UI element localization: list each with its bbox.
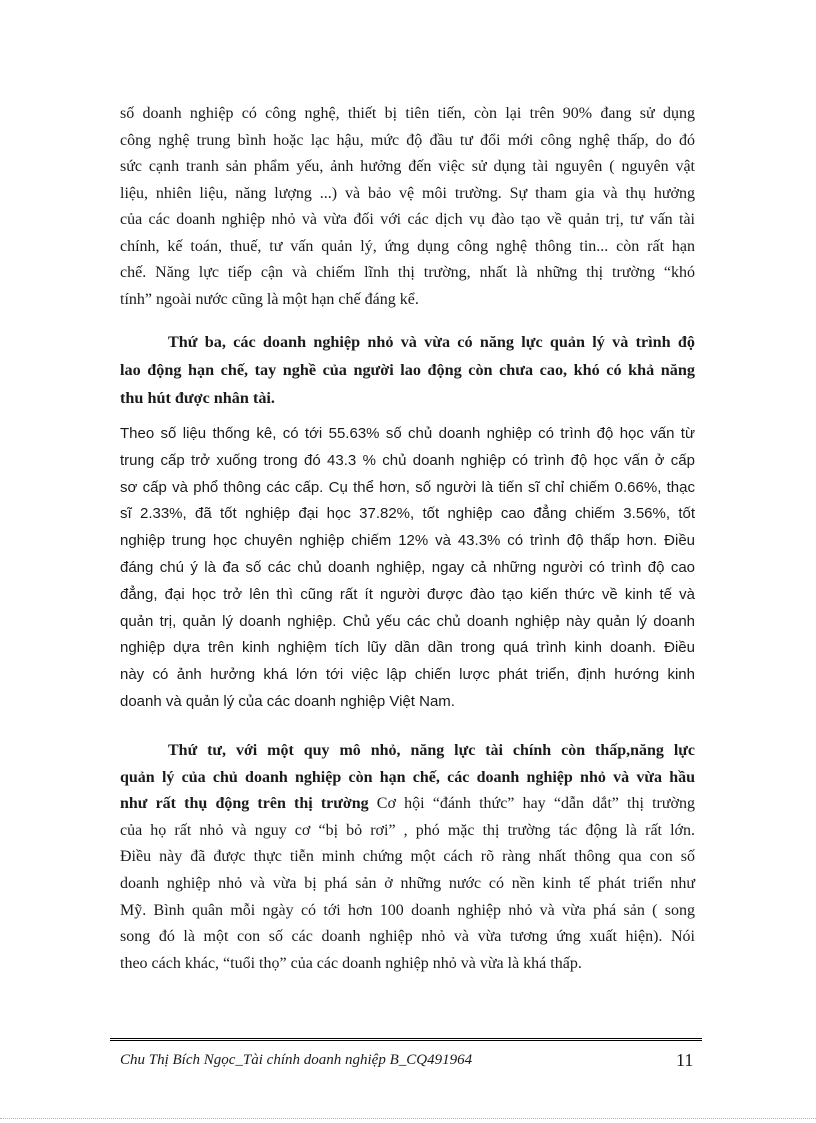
- text-line: quản trị, quản lý doanh nghiệp. Chủ yếu các chủ doanh nghiệp này quản lý doanh: [120, 612, 695, 630]
- text-line: lao động hạn chế, tay nghề của người lao động còn chưa cao, khó có khả năng: [120, 361, 695, 379]
- text-line-mixed: [120, 791, 695, 818]
- text-line: tính” ngoài nước cũng là một hạn chế đáng kể.: [120, 290, 419, 308]
- text-line: này có ảnh hưởng khá lớn tới việc lập chiến lược phát triển, định hướng kinh: [120, 666, 695, 684]
- text-line: chế. Năng lực tiếp cận và chiếm lĩnh thị trường, nhất là những thị trường “khó: [120, 264, 695, 281]
- text-line: của các doanh nghiệp nhỏ và vừa đối với các dịch vụ đào tạo về quản trị, tư vấn tài: [120, 211, 695, 228]
- paragraph-fourth: [120, 738, 695, 977]
- text-line: thu hút được nhân tài.: [120, 389, 275, 407]
- text-line: doanh nghiệp nhỏ và vừa bị phá sản ở những nước có nền kinh tế phát triển như: [120, 874, 695, 892]
- text-line: số doanh nghiệp có công nghệ, thiết bị tiên tiến, còn lại trên 90% đang sử dụng: [120, 105, 695, 122]
- text-line: nghiệp trung học chuyên nghiệp chiếm 12% và 43.3% có trình độ thấp hơn. Điều: [120, 532, 695, 550]
- text-line: đáng chú ý là đa số các chủ doanh nghiệp, ngay cả những người có trình độ cao: [120, 558, 695, 576]
- text-line: liệu, nhiên liệu, năng lượng ...) và bảo vệ môi trường. Sự tham gia và thụ hưởng: [120, 184, 695, 202]
- text-line: sĩ 2.33%, đã tốt nghiệp đại học 37.82%, tốt nghiệp cao đẳng chiếm 3.56%, tốt: [120, 505, 695, 523]
- text-line: Mỹ. Bình quân mỗi ngày có tới hơn 100 doanh nghiệp nhỏ và vừa phá sản ( song: [120, 901, 695, 919]
- text-line: sức cạnh tranh sản phẩm yếu, ảnh hưởng đến việc sử dụng tài nguyên ( nguyên vật: [120, 158, 695, 175]
- paragraph-stats: [120, 421, 695, 716]
- paragraph-intro: [120, 101, 695, 313]
- text-line: trung cấp trở xuống trong đó 43.3 % chủ doanh nghiệp có trình độ học vấn ở cấp: [120, 451, 695, 469]
- paragraph-third-heading: [120, 328, 695, 412]
- text-line: công nghệ trung bình hoặc lạc hậu, mức độ đầu tư đổi mới công nghệ thấp, do đó: [120, 131, 695, 149]
- text-line: của họ rất nhỏ và nguy cơ “bị bỏ rơi” , phó mặc thị trường tác động là rất lớn.: [120, 821, 695, 839]
- footer-author: Chu Thị Bích Ngọc_Tài chính doanh nghiệp B_CQ491964: [120, 1052, 473, 1068]
- normal-phrase: Cơ hội “đánh thức” hay “dẫn dắt” thị trường: [368, 795, 695, 813]
- text-line: Theo số liệu thống kê, có tới 55.63% số chủ doanh nghiệp có trình độ học vấn từ: [120, 425, 695, 442]
- text-line: chính, kế toán, thuế, tư vấn quản lý, ứng dụng công nghệ thông tin... còn rất hạn: [120, 237, 695, 255]
- text-line: Điều này đã được thực tiễn minh chứng một cách rõ ràng nhất thông qua con số: [120, 848, 695, 866]
- text-line: sơ cấp và phổ thông các cấp. Cụ thể hơn, số người là tiến sĩ chỉ chiếm 0.66%, thạc: [120, 478, 695, 496]
- page-bottom-border: [0, 1118, 816, 1119]
- page-number: 11: [676, 1050, 694, 1070]
- footer-divider: [110, 1038, 702, 1041]
- text-line: đẳng, đại học trở lên thì cũng rất ít người được đào tạo kiến thức về kinh tế và: [120, 585, 695, 603]
- text-line: nghiệp dựa trên kinh nghiệm tích lũy dần dần trong quá trình kinh doanh. Điều: [120, 639, 695, 657]
- text-line: theo cách khác, “tuổi thọ” của các doanh nghiệp nhỏ và vừa là khá thấp.: [120, 954, 582, 972]
- text-line: doanh và quản lý của các doanh nghiệp Việt Nam.: [120, 692, 455, 710]
- text-line: Thứ ba, các doanh nghiệp nhỏ và vừa có năng lực quản lý và trình độ: [168, 333, 695, 351]
- text-line: song đó là một con số các doanh nghiệp nhỏ và vừa tương ứng xuất hiện). Nói: [120, 928, 695, 946]
- bold-phrase: như rất thụ động trên thị trường: [120, 795, 369, 813]
- text-line: Thứ tư, với một quy mô nhỏ, năng lực tài chính còn thấp,năng lực: [168, 742, 695, 759]
- text-line: quản lý của chủ doanh nghiệp còn hạn chế, các doanh nghiệp nhỏ và vừa hầu: [120, 768, 695, 786]
